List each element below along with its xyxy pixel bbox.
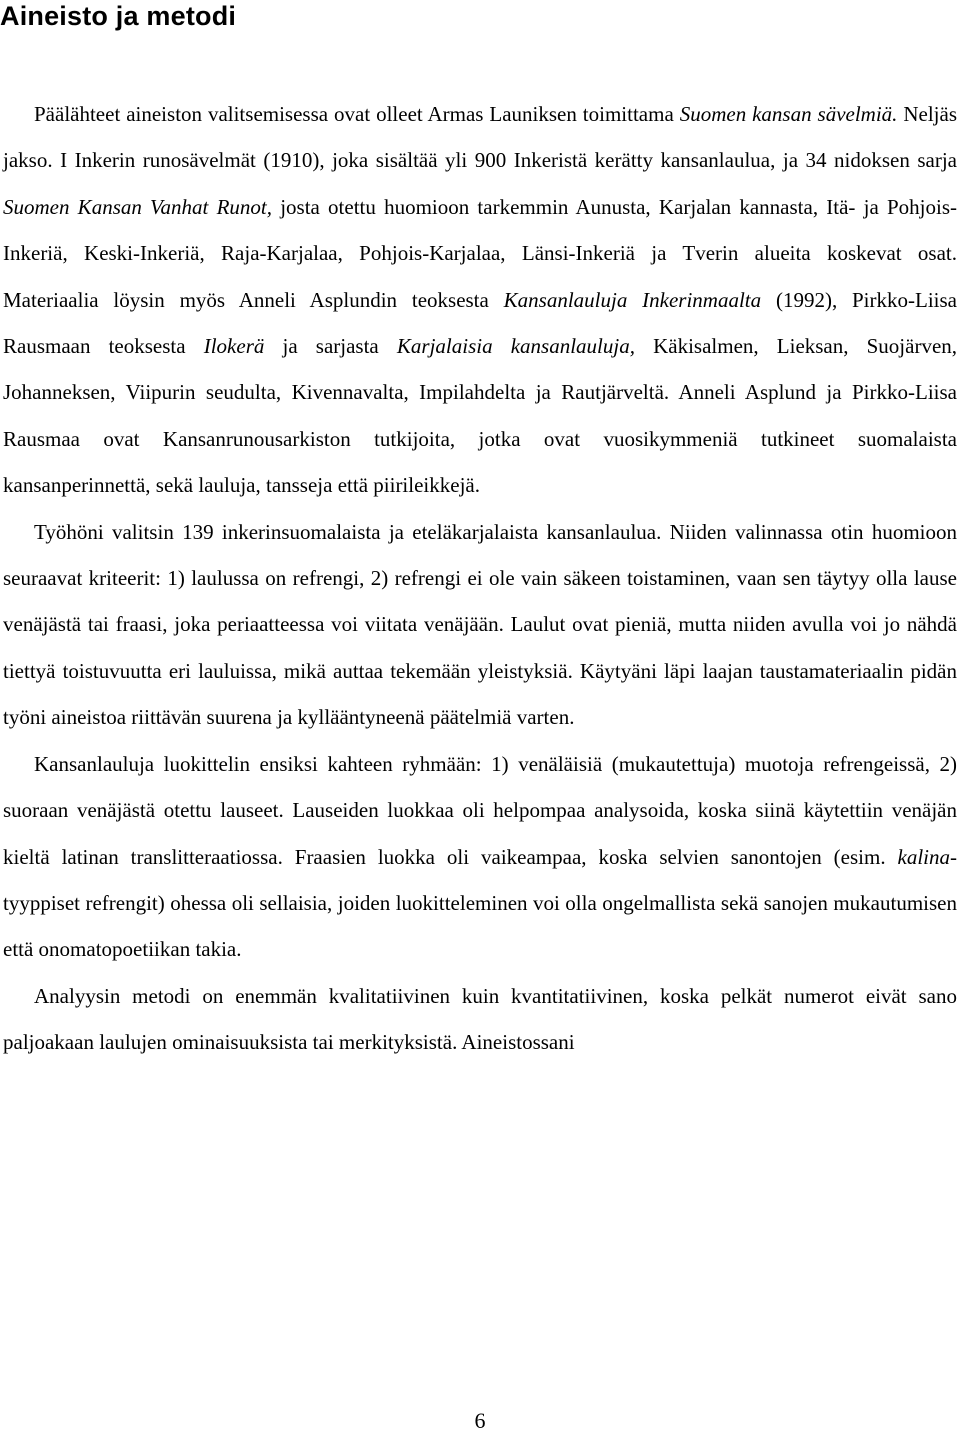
text-run: Kansanlauluja luokittelin ensiksi kahteen ryhmään: 1) venäläisiä (mukautettuja) muotoja refrengeissä, 2) suoraan venäjästä otettu lauseet. Lauseiden luokkaa oli helpompaa analysoida, koska siinä käytettiin venäjän kieltä latinan translitteraatiossa. Fraasien luokka oli vaikeampaa, koska selvien sanontojen (esim. [3, 751, 957, 869]
text-run: Neljäs jakso. I Inkerin runosävelmät (1910), joka sisältää yli 900 Inkeristä kerätty kansanlaulua, ja 34 nidoksen sarja [3, 102, 957, 173]
italic-title: kalina [897, 844, 950, 869]
paragraph [3, 91, 957, 509]
paragraph [3, 973, 957, 1066]
italic-title: Karjalaisia kansanlauluja, [396, 334, 635, 359]
text-run: ja sarjasta [264, 334, 397, 359]
text-run: -tyyppiset refrengit) ohessa oli sellaisia, joiden luokitteleminen voi olla ongelmallista sekä sanojen mukautumisen että onomatopoetiikan takia. [3, 844, 957, 962]
paragraph [3, 509, 957, 741]
italic-title: Suomen kansan sävelmiä. [679, 102, 898, 126]
body-text [3, 91, 957, 1066]
italic-title: Ilokerä [203, 334, 265, 359]
paragraph [3, 741, 957, 973]
page-number: 6 [474, 1408, 486, 1433]
text-run: Työhöni valitsin 139 inkerinsuomalaista ja eteläkarjalaista kansanlaulua. Niiden valinnassa otin huomioon seuraavat kriteerit: 1) laulussa on refrengi, 2) refrengi ei ole vain säkeen toistaminen, vaan sen täytyy olla lause venäjästä tai fraasi, joka periaatteessa voi viitata venäjään. Laulut ovat pieniä, mutta niiden avulla voi jo nähdä tiettyä toistuvuutta eri lauluissa, mikä auttaa tekemään yleistyksiä. Käytyäni läpi laajan taustamateriaalin pidän työni aineistoa riittävän suurena ja kyllääntyneenä päätelmiä varten. [3, 519, 957, 730]
italic-title: Suomen Kansan Vanhat Runot, [3, 194, 272, 219]
text-run: josta otettu huomioon tarkemmin Aunusta, Karjalan kannasta, Itä- ja Pohjois-Inkeriä, Keski-Inkeriä, Raja-Karjalaa, Pohjois-Karjalaa, Länsi-Inkeriä ja Tverin alueita koskevat osat. Materiaalia löysin myös Anneli Asplundin teoksesta [3, 194, 957, 312]
text-run: Päälähteet aineiston valitsemisessa ovat olleet Armas Launiksen toimittama [34, 102, 680, 126]
section-heading: Aineisto ja metodi [0, 1, 237, 31]
text-run: Käkisalmen, Lieksan, Suojärven, Johanneksen, Viipurin seudulta, Kivennavalta, Impilahdelta ja Rautjärveltä. Anneli Asplund ja Pirkko-Liisa Rausmaa ovat Kansanrunousarkiston tutkijoita, jotka ovat vuosikymmeniä tutkineet suomalaista kansanperinnettä, sekä lauluja, tansseja että piirileikkejä. [3, 334, 958, 498]
text-run: (1992), Pirkko-Liisa Rausmaan teoksesta [3, 287, 957, 359]
text-run: Analyysin metodi on enemmän kvalitatiivinen kuin kvantitatiivinen, koska pelkät numerot eivät sano paljoakaan laulujen ominaisuuksista tai merkityksistä. Aineistossani [3, 983, 957, 1055]
italic-title: Kansanlauluja Inkerinmaalta [503, 287, 762, 312]
